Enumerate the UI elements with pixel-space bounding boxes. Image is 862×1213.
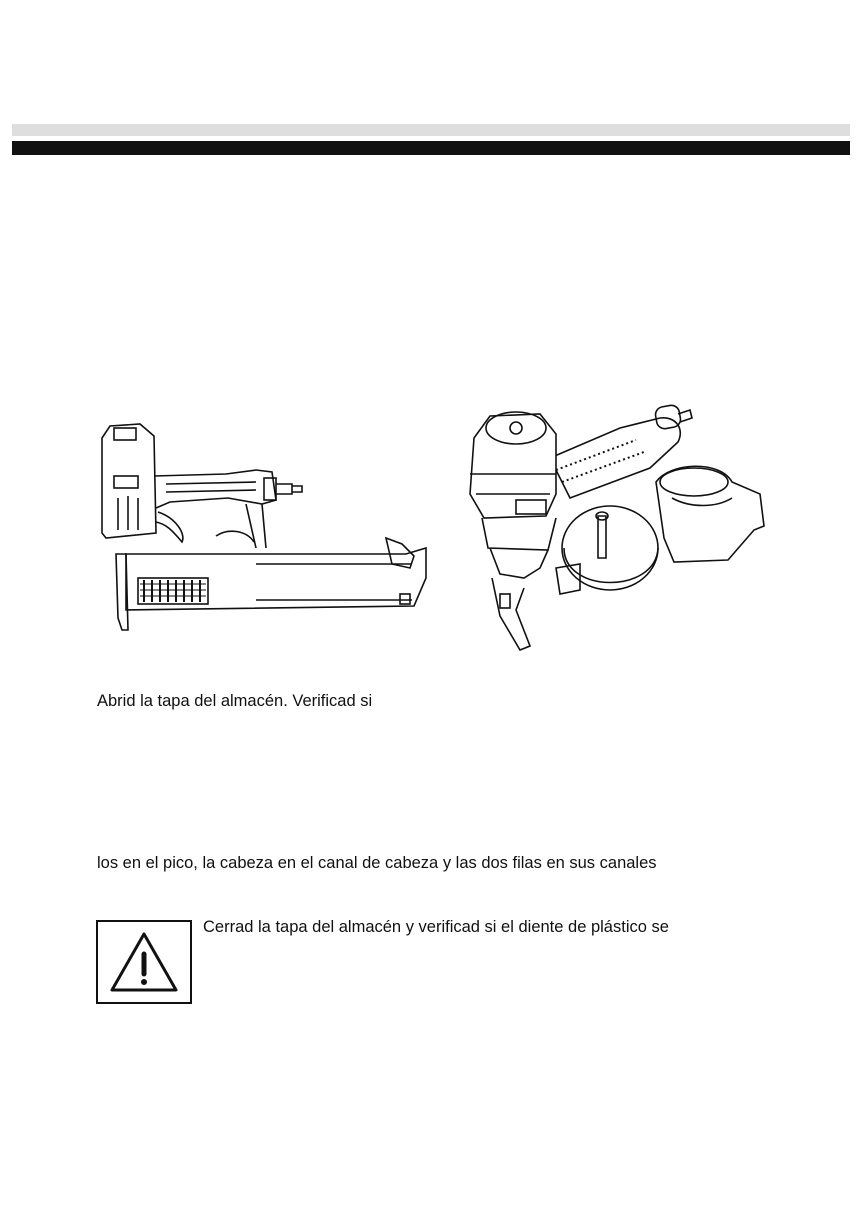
instruction-paragraph-2: los en el pico, la cabeza en el canal de cabeza y las dos filas en sus canales [97, 854, 657, 872]
warning-box [96, 920, 192, 1004]
header-band-light [12, 124, 850, 136]
header-band-dark [12, 141, 850, 155]
warning-text: Cerrad la tapa del almacén y verificad si el diente de plástico se [203, 918, 669, 936]
instruction-paragraph-1: Abrid la tapa del almacén. Verificad si [97, 692, 373, 710]
warning-triangle-icon [98, 922, 190, 1002]
stapler-nailer-illustration [96, 418, 436, 638]
coil-nailer-illustration [460, 398, 780, 654]
